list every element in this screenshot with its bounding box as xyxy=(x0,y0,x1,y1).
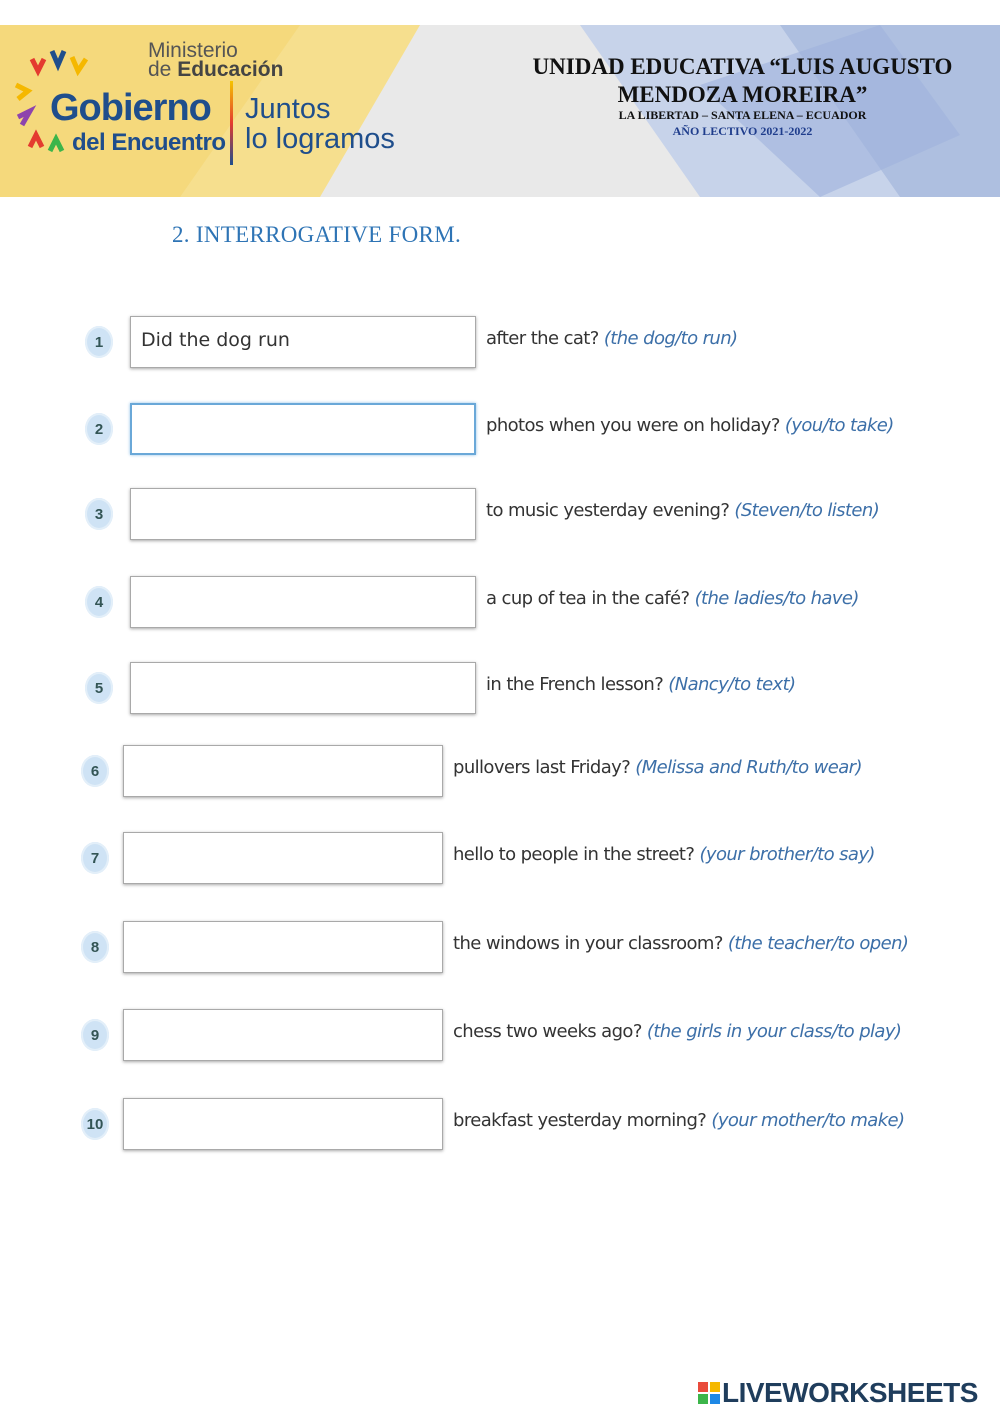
header-banner xyxy=(0,25,1000,197)
sentence-9 xyxy=(453,1021,901,1042)
verb-hint: (Steven/to listen) xyxy=(734,500,880,521)
item-number-7: 7 xyxy=(81,842,109,874)
answer-input-5[interactable] xyxy=(130,662,476,714)
verb-hint: (the ladies/to have) xyxy=(694,588,859,609)
ministry-line-2: de Educación xyxy=(148,58,284,81)
verb-hint: (your mother/to make) xyxy=(711,1110,905,1131)
school-location: LA LIBERTAD – SANTA ELENA – ECUADOR xyxy=(618,108,867,122)
sentence-1 xyxy=(486,328,737,349)
sentence-6 xyxy=(453,757,862,778)
answer-input-8[interactable] xyxy=(123,921,443,973)
sentence-text: after the cat? xyxy=(486,328,604,349)
sentence-text: the windows in your classroom? xyxy=(453,933,728,954)
sentence-10 xyxy=(453,1110,904,1131)
verb-hint: (the teacher/to open) xyxy=(727,933,909,954)
answer-input-10[interactable] xyxy=(123,1098,443,1150)
verb-hint: (the girls in your class/to play) xyxy=(646,1021,902,1042)
section-title: 2. INTERROGATIVE FORM. xyxy=(172,222,461,247)
gobierno-logo-text: Gobierno xyxy=(50,87,211,129)
slogan-line-1: Juntos xyxy=(245,93,331,125)
verb-hint: (you/to take) xyxy=(784,415,894,436)
sentence-3 xyxy=(486,500,879,521)
sentence-8 xyxy=(453,933,908,954)
answer-input-3[interactable] xyxy=(130,488,476,540)
sentence-7 xyxy=(453,844,875,865)
item-number-1: 1 xyxy=(85,326,113,358)
sentence-4 xyxy=(486,588,859,609)
item-number-5: 5 xyxy=(85,672,113,704)
verb-hint: (your brother/to say) xyxy=(699,844,875,865)
liveworksheets-brand: LIVEWORKSHEETS xyxy=(722,1377,978,1408)
item-number-6: 6 xyxy=(81,755,109,787)
item-number-9: 9 xyxy=(81,1019,109,1051)
verb-hint: (Nancy/to text) xyxy=(668,674,796,695)
answer-input-9[interactable] xyxy=(123,1009,443,1061)
school-name: UNIDAD EDUCATIVA “LUIS AUGUSTO MENDOZA MOREIRA” xyxy=(532,54,953,107)
encuentro-logo-text: del Encuentro xyxy=(72,129,226,156)
ministry-line-1: Ministerio xyxy=(148,39,238,62)
logo-divider xyxy=(230,81,233,165)
sentence-text: chess two weeks ago? xyxy=(453,1021,647,1042)
item-number-10: 10 xyxy=(81,1108,109,1140)
sentence-text: photos when you were on holiday? xyxy=(486,415,785,436)
verb-hint: (the dog/to run) xyxy=(603,328,738,349)
liveworksheets-icon xyxy=(698,1382,720,1404)
sentence-text: breakfast yesterday morning? xyxy=(453,1110,712,1131)
sentence-text: pullovers last Friday? xyxy=(453,757,636,778)
item-number-2: 2 xyxy=(85,413,113,445)
sentence-text: a cup of tea in the café? xyxy=(486,588,695,609)
item-number-3: 3 xyxy=(85,498,113,530)
answer-input-6[interactable] xyxy=(123,745,443,797)
liveworksheets-logo xyxy=(698,1378,978,1408)
sentence-5 xyxy=(486,674,795,695)
sentence-text: hello to people in the street? xyxy=(453,844,700,865)
verb-hint: (Melissa and Ruth/to wear) xyxy=(635,757,862,778)
school-year: AÑO LECTIVO 2021-2022 xyxy=(672,124,813,138)
slogan-line-2: lo logramos xyxy=(245,123,395,155)
sentence-2 xyxy=(486,415,894,436)
answer-input-1[interactable]: Did the dog run xyxy=(130,316,476,368)
answer-input-7[interactable] xyxy=(123,832,443,884)
answer-input-4[interactable] xyxy=(130,576,476,628)
item-number-4: 4 xyxy=(85,586,113,618)
sentence-text: in the French lesson? xyxy=(486,674,669,695)
sentence-text: to music yesterday evening? xyxy=(486,500,735,521)
item-number-8: 8 xyxy=(81,931,109,963)
answer-input-2[interactable] xyxy=(130,403,476,455)
